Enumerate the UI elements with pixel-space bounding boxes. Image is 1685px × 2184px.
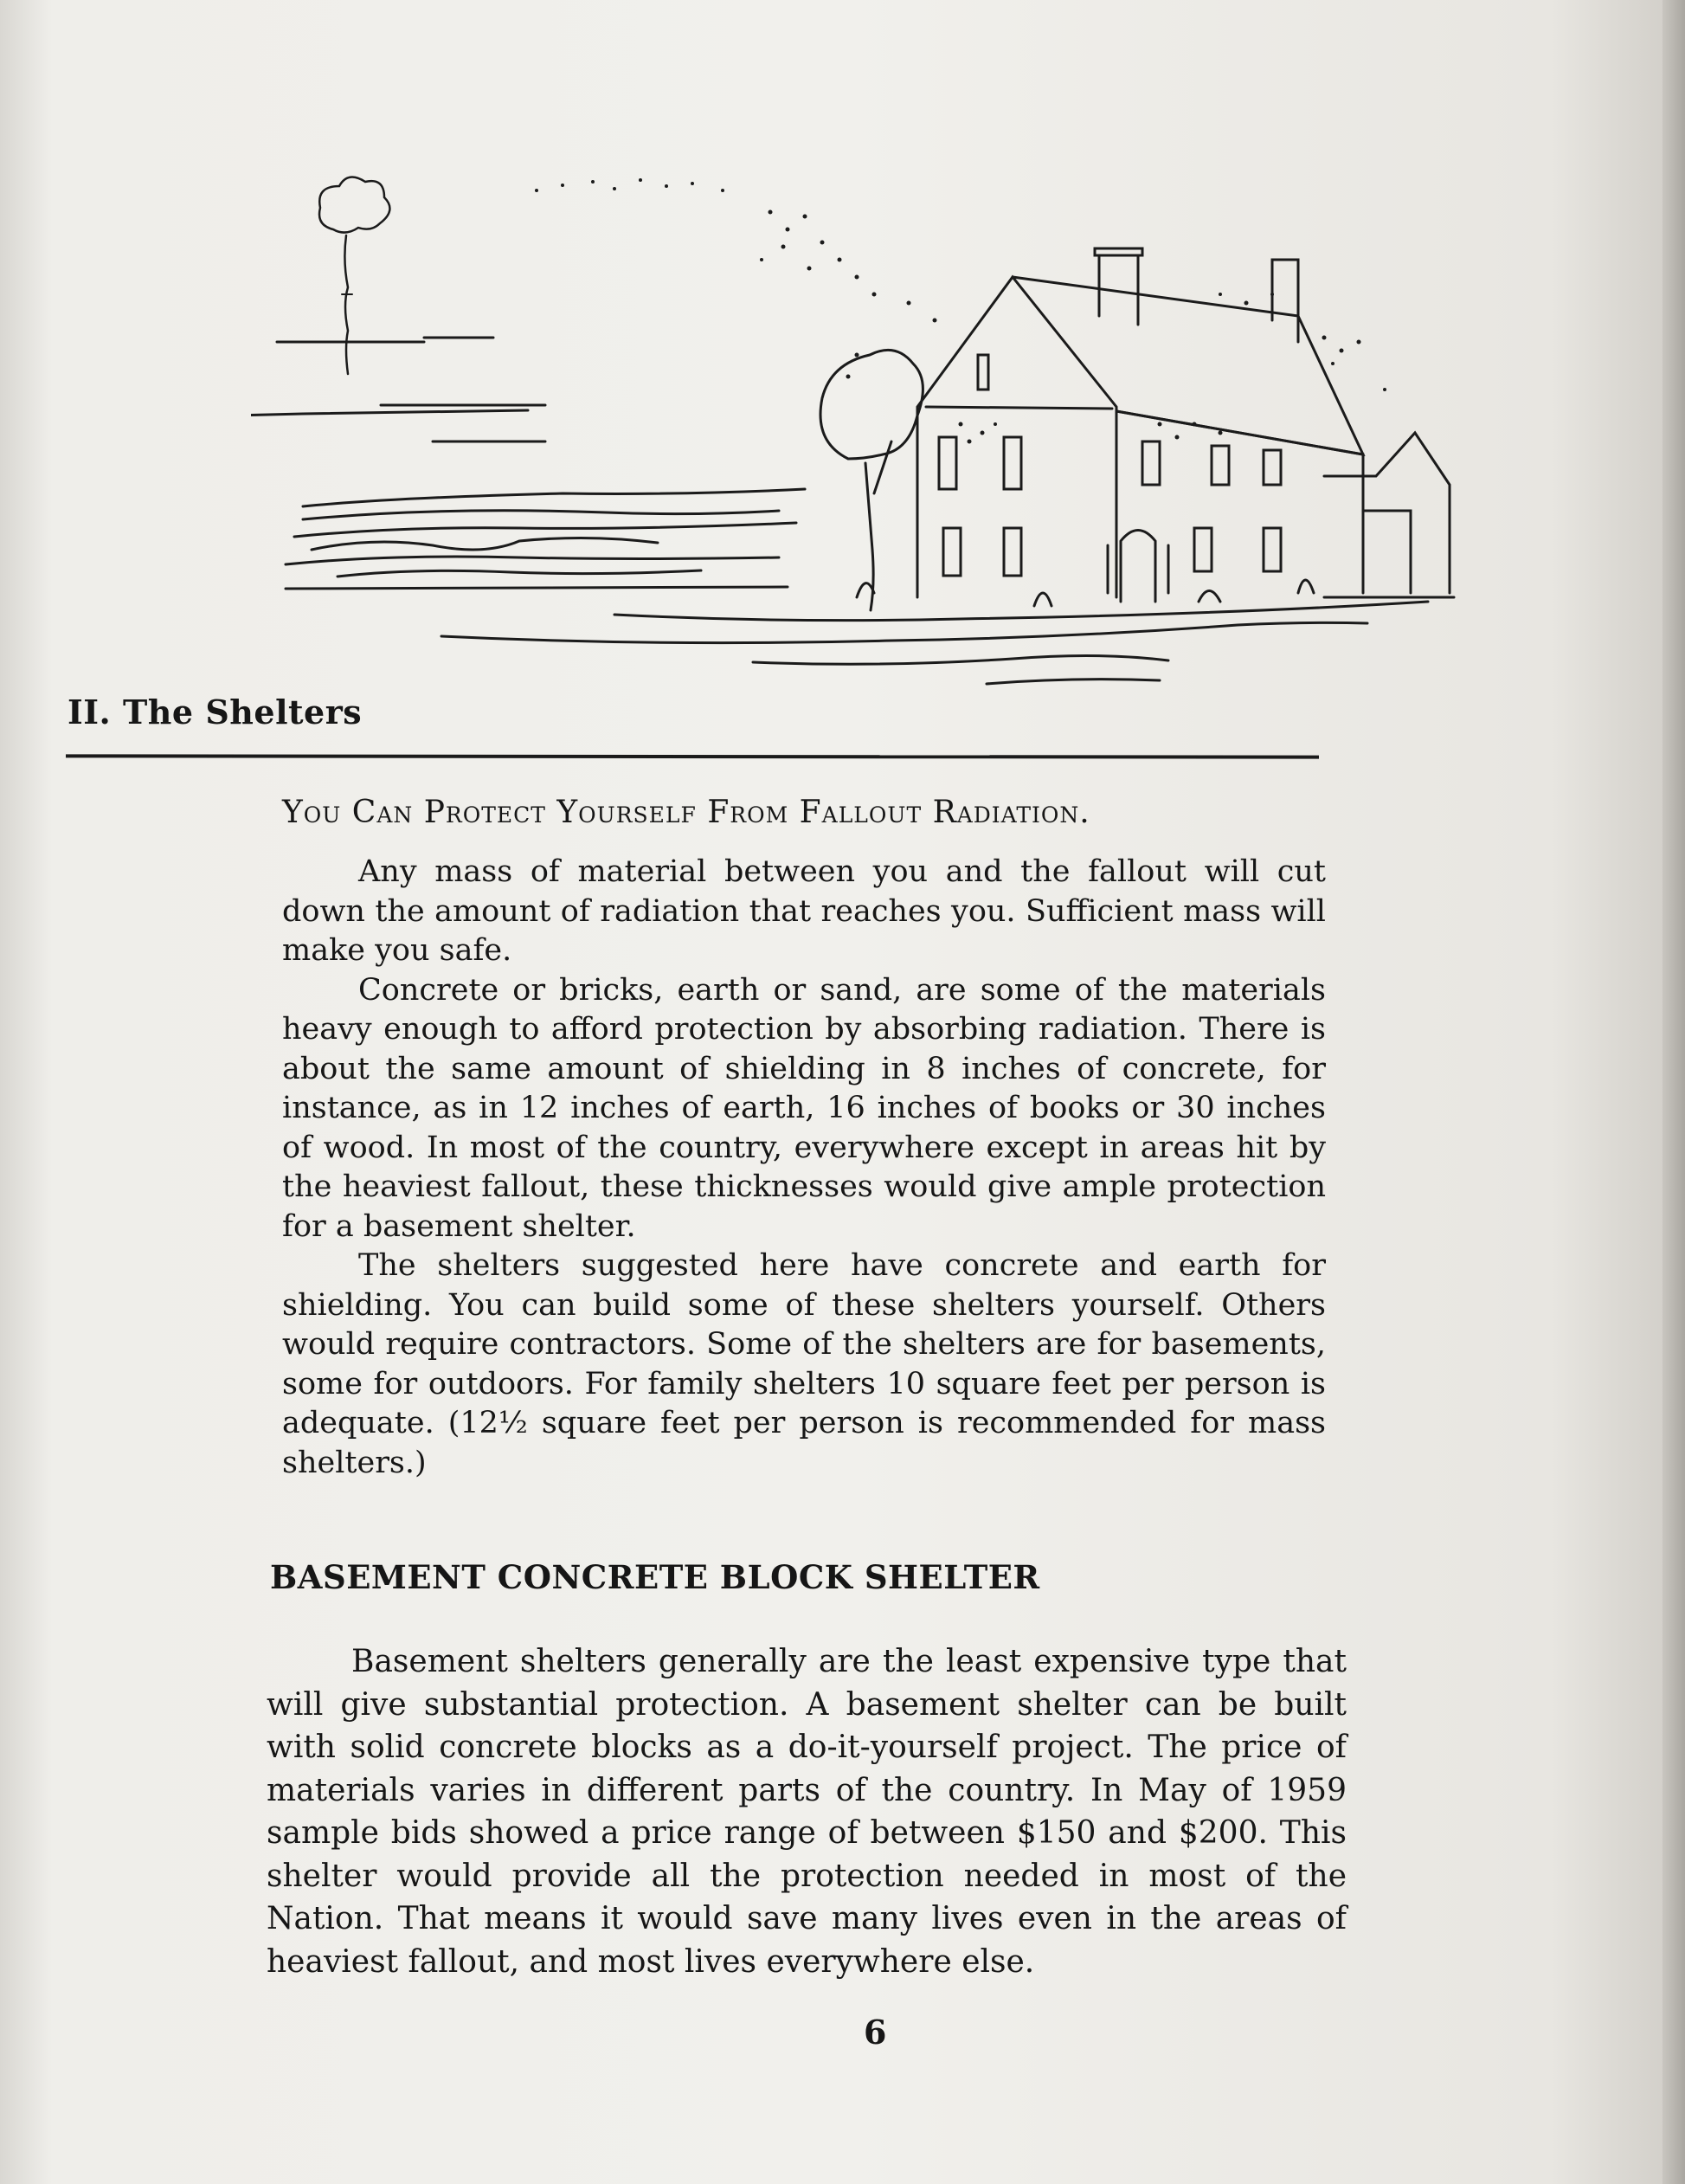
- page-number: 6: [864, 2013, 887, 2052]
- intro-body: [282, 853, 1326, 1483]
- house-fallout-illustration-icon: [251, 164, 1463, 718]
- tree-icon: [820, 350, 923, 610]
- intro-heading: You Can Protect Yourself From Fallout Radiation.: [282, 795, 1090, 830]
- sea-icon: [251, 338, 805, 589]
- paragraph: Any mass of material between you and the fallout will cut down the amount of radiation that reaches you. Sufficient mass will make you safe.: [282, 854, 1326, 968]
- paragraph: The shelters suggested here have concrete and earth for shielding. You can build some of these shelters yourself. Others would require contractors. Some of the shelters are for basements, some for outdoors. For family shelters 10 square feet per person is adequate. (12½ square feet per person is recommended for mass shelters.): [282, 1248, 1326, 1480]
- paragraph: Basement shelters generally are the least expensive type that will give substantial protection. A basement shelter can be built with solid concrete blocks as a do-it-yourself project. The price of materials varies in different parts of the country. In May of 1959 sample bids showed a price range of between $150 and $200. This shelter would provide all the protection needed in most of the Nation. That means it would save many lives even in the areas of heaviest fallout, and most lives everywhere else.: [267, 1644, 1347, 1980]
- title-rule: [66, 754, 1319, 758]
- mushroom-cloud-icon: [319, 177, 389, 374]
- section-title: II. The Shelters: [68, 693, 363, 731]
- subsection-body: [267, 1640, 1347, 1983]
- paragraph: Concrete or bricks, earth or sand, are some of the materials heavy enough to afford protection by absorbing radiation. There is about the same amount of shielding in 8 inches of concrete, for instance, as in 12 inches of earth, 16 inches of books or 30 inches of wood. In most of the country, everywhere except in areas hit by the heaviest fallout, these thicknesses would give ample protection for a basement shelter.: [282, 972, 1326, 1244]
- subsection-title: BASEMENT CONCRETE BLOCK SHELTER: [270, 1558, 1040, 1596]
- page-edge: [1662, 0, 1685, 2184]
- ground-icon: [441, 602, 1428, 684]
- house-icon: [917, 248, 1454, 606]
